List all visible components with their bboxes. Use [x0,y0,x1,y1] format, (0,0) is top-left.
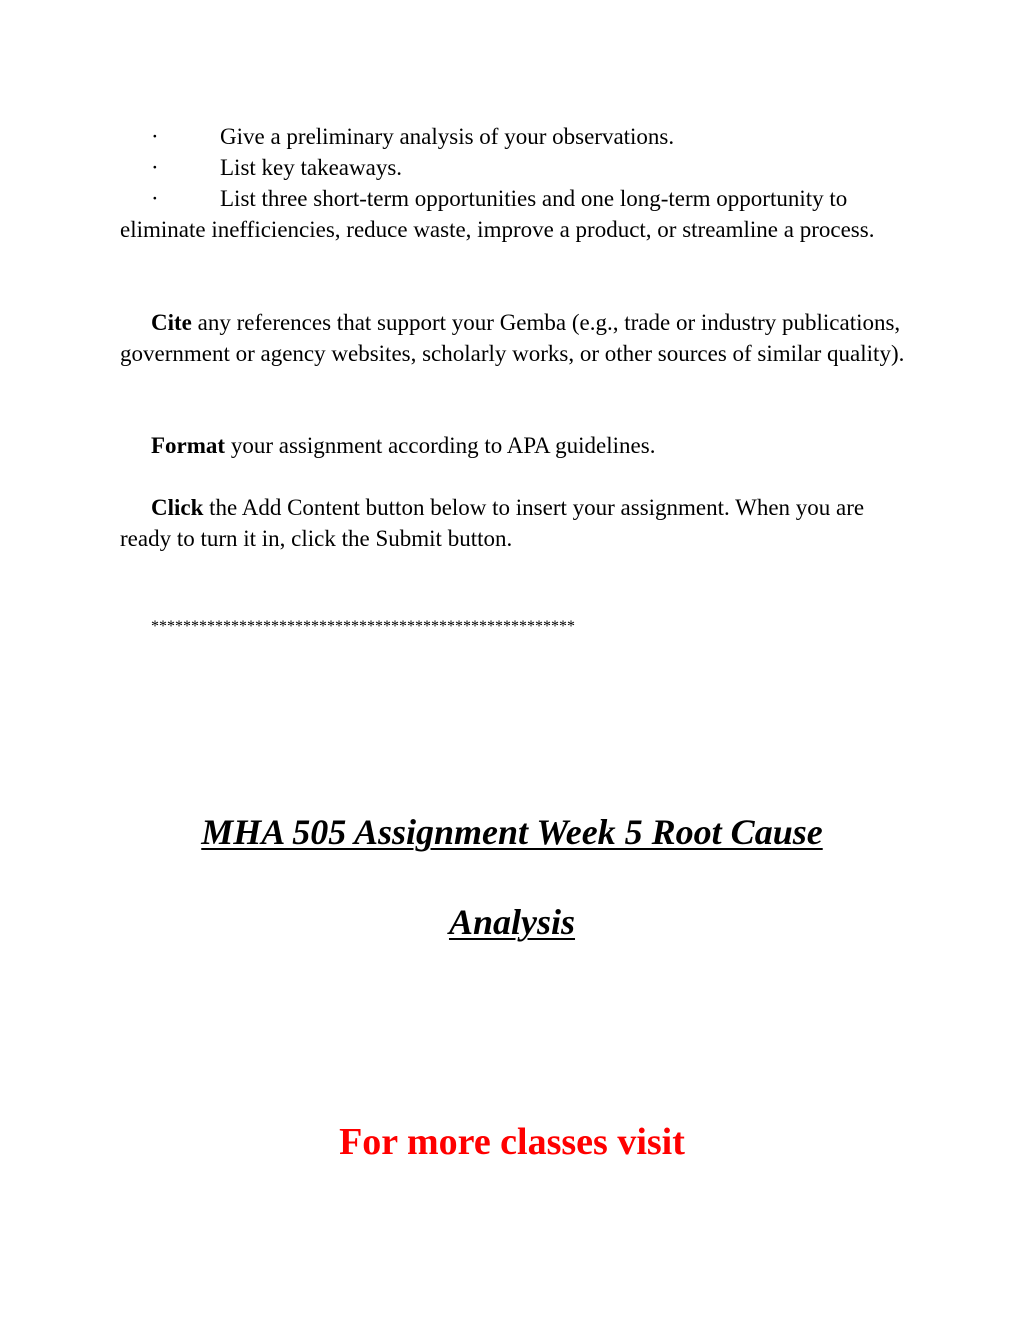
format-paragraph [120,430,910,461]
bullet-item: · Give a preliminary analysis of your observations. [151,124,675,149]
cite-paragraph [120,307,910,369]
separator-stars: ***************************************************** [151,618,575,635]
promo-heading: For more classes visit [339,1121,685,1163]
bullet-list [120,121,910,245]
assignment-title-line1: MHA 505 Assignment Week 5 Root Cause [201,812,823,852]
bullet-item: · List key takeaways. [151,155,403,180]
assignment-title-line2: Analysis [448,902,576,942]
click-lead: Click [151,495,204,520]
cite-lead: Cite [151,310,192,335]
click-paragraph [120,492,910,554]
format-text: your assignment according to APA guidelines. [225,433,656,458]
format-lead: Format [151,433,226,458]
click-text: the Add Content button below to insert your assignment. When you are ready to turn it in, click the Submit button. [120,495,865,551]
bullet-item: · List three short-term opportunities and one long-term opportunity to eliminate inefficiencies, reduce waste, improve a product, or streamline a process. [120,186,875,242]
bullet-text: List three short-term opportunities and one long-term opportunity to eliminate inefficiencies, reduce waste, improve a product, or streamline a process. [120,186,875,242]
bullet-text: Give a preliminary analysis of your observations. [220,124,675,149]
cite-text: any references that support your Gemba (e.g., trade or industry publications, government or agency websites, scholarly works, or other sources of similar quality). [120,310,905,366]
bullet-text: List key takeaways. [220,155,403,180]
